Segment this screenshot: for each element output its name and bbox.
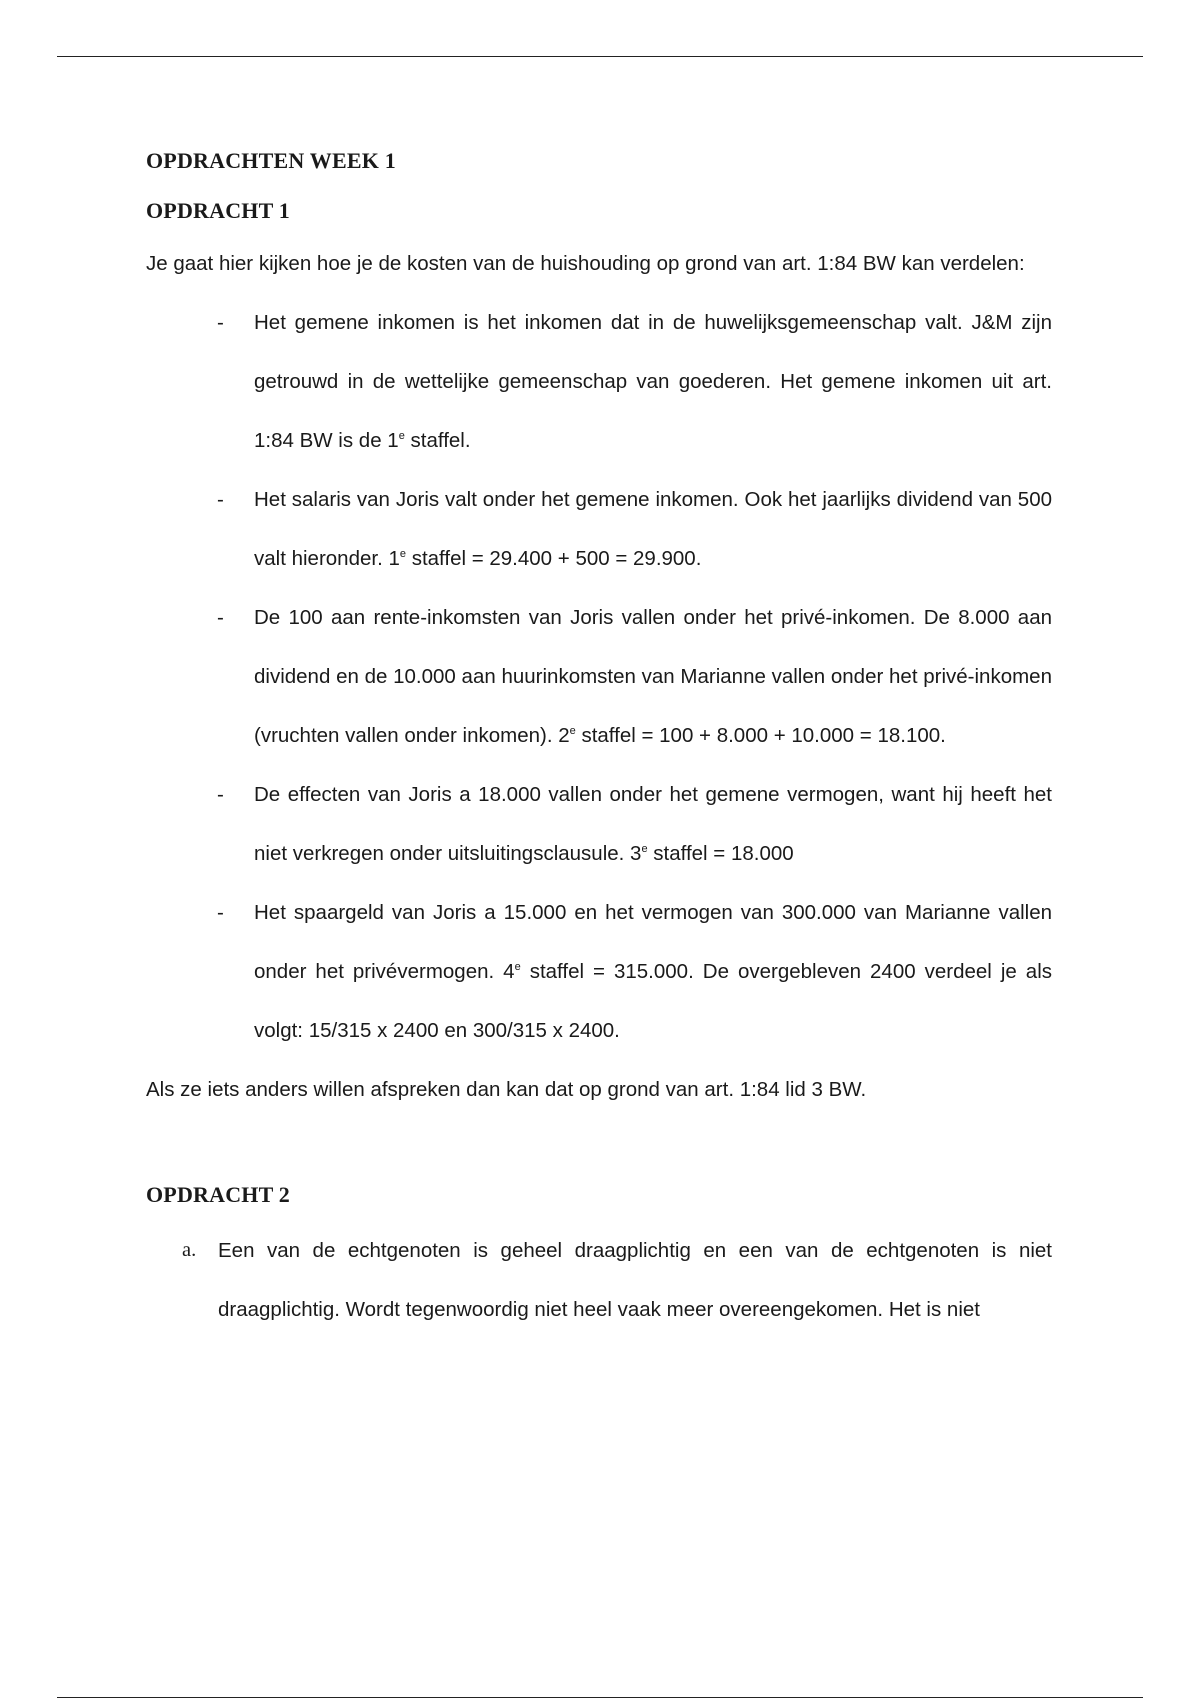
- list-item-text-end: staffel = 29.400 + 500 = 29.900.: [406, 547, 702, 570]
- section-heading-opdracht-2: OPDRACHT 2: [146, 1182, 290, 1207]
- ordinal-superscript: e: [398, 430, 405, 442]
- staffel-list: [146, 293, 1052, 1060]
- ordinal-superscript: e: [641, 843, 648, 855]
- intro-paragraph: Je gaat hier kijken hoe je de kosten van de huishouding op grond van art. 1:84 BW kan verdelen:: [146, 252, 1025, 275]
- list-item-text: Het salaris van Joris valt onder het gemene inkomen. Ook het jaarlijks dividend van 500 valt hieronder. 1: [254, 488, 1052, 570]
- list-item-text: Het spaargeld van Joris a 15.000 en het vermogen van 300.000 van Marianne vallen onder het privévermogen. 4: [254, 901, 1052, 983]
- list-item-text-end: staffel = 315.000. De overgebleven 2400 verdeel je als volgt: 15/315 x 2400 en 300/315 x 2400.: [254, 960, 1052, 1042]
- list-item: [217, 470, 1052, 588]
- list-item-text: Een van de echtgenoten is geheel draagplichtig en een van de echtgenoten is niet draagplichtig. Wordt tegenwoordig niet heel vaak meer overeengekomen. Het is niet: [218, 1239, 1052, 1321]
- dash-bullet: -: [217, 311, 224, 334]
- list-item: [217, 765, 1052, 883]
- dash-bullet: -: [217, 606, 224, 629]
- list-item: [217, 588, 1052, 765]
- list-item-text: De 100 aan rente-inkomsten van Joris vallen onder het privé-inkomen. De 8.000 aan dividend en de 10.000 aan huurinkomsten van Marianne vallen onder het privé-inkomen (vruchten vallen onder inkomen). 2: [254, 606, 1052, 747]
- ordinal-superscript: e: [569, 725, 576, 737]
- list-item: [217, 293, 1052, 470]
- list-item-text-end: staffel = 100 + 8.000 + 10.000 = 18.100.: [575, 724, 946, 747]
- ordinal-superscript: e: [399, 548, 406, 560]
- footer-rule: [57, 1697, 1143, 1698]
- dash-bullet: -: [217, 901, 224, 924]
- list-marker: a.: [182, 1239, 197, 1261]
- list-item-text-end: staffel.: [404, 429, 471, 452]
- dash-bullet: -: [217, 783, 224, 806]
- document-body: [146, 138, 1052, 1339]
- opdracht-2-list: [146, 1221, 1052, 1339]
- dash-bullet: -: [217, 488, 224, 511]
- list-item-text-end: staffel = 18.000: [647, 842, 794, 865]
- header-rule: [57, 56, 1143, 57]
- list-item-text: Het gemene inkomen is het inkomen dat in de huwelijksgemeenschap valt. J&M zijn getrouwd in de wettelijke gemeenschap van goederen. Het gemene inkomen uit art. 1:84 BW is de 1: [254, 311, 1052, 452]
- document-title: OPDRACHTEN WEEK 1: [146, 148, 396, 173]
- list-item-text: De effecten van Joris a 18.000 vallen onder het gemene vermogen, want hij heeft het niet verkregen onder uitsluitingsclausule. 3: [254, 783, 1052, 865]
- section-heading-opdracht-1: OPDRACHT 1: [146, 198, 290, 223]
- list-item: [182, 1221, 1052, 1339]
- closing-paragraph: Als ze iets anders willen afspreken dan kan dat op grond van art. 1:84 lid 3 BW.: [146, 1078, 867, 1101]
- ordinal-superscript: e: [514, 961, 521, 973]
- list-item: [217, 883, 1052, 1060]
